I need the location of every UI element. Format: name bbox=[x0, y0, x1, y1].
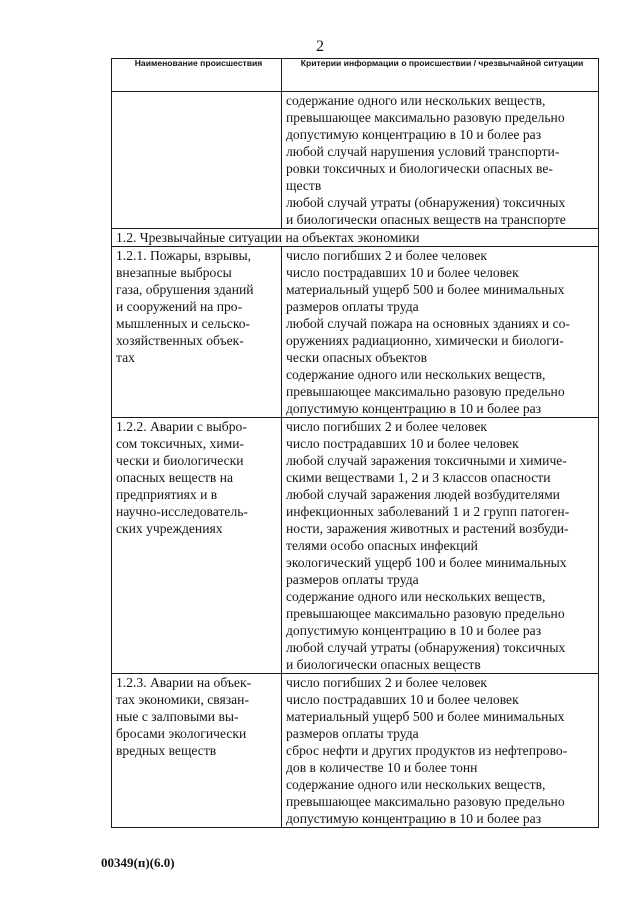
criteria-cell bbox=[282, 674, 599, 828]
criteria-line: размеров оплаты труда bbox=[286, 726, 419, 741]
section-row bbox=[112, 229, 599, 247]
criteria-line: скими веществами 1, 2 и 3 классов опасности bbox=[286, 470, 551, 485]
table-row bbox=[112, 418, 599, 674]
criteria-cell bbox=[282, 247, 599, 418]
criteria-line: содержание одного или нескольких веществ, bbox=[286, 367, 546, 382]
criteria-line: допустимую концентрацию в 10 и более раз bbox=[286, 127, 542, 142]
criteria-line: ровки токсичных и биологически опасных ве- bbox=[286, 161, 553, 176]
criteria-cell bbox=[282, 418, 599, 674]
table-row bbox=[112, 247, 599, 418]
criteria-line: чески опасных объектов bbox=[286, 350, 428, 365]
criteria-line: число пострадавших 10 и более человек bbox=[286, 436, 519, 451]
table-row-continuation bbox=[112, 92, 599, 229]
criteria-line: допустимую концентрацию в 10 и более раз bbox=[286, 401, 542, 416]
criteria-line: материальный ущерб 500 и более минимальных bbox=[286, 282, 565, 297]
criteria-line: инфекционных заболеваний 1 и 2 групп патоген- bbox=[286, 504, 570, 519]
criteria-line: материальный ущерб 500 и более минимальных bbox=[286, 709, 565, 724]
criteria-line: размеров оплаты труда bbox=[286, 572, 419, 587]
criteria-line: число погибших 2 и более человек bbox=[286, 675, 487, 690]
page-number: 2 bbox=[316, 38, 324, 55]
document-code: 00349(п)(6.0) bbox=[101, 855, 175, 870]
criteria-line: сброс нефти и других продуктов из нефтепрово- bbox=[286, 743, 568, 758]
criteria-line: число погибших 2 и более человек bbox=[286, 248, 487, 263]
criteria-line: ществ bbox=[286, 178, 322, 193]
criteria-line: число погибших 2 и более человек bbox=[286, 419, 487, 434]
criteria-line: любой случай заражения токсичными и химиче- bbox=[286, 453, 567, 468]
criteria-line: любой случай пожара на основных зданиях и со- bbox=[286, 316, 570, 331]
header-incident-name: Наименование происшествия bbox=[112, 59, 282, 92]
incident-name-cell: 1.2.2. Аварии с выбро- сом токсичных, хими- чески и биологически опасных веществ на предприятиях и в научно-исследователь- ских учреждениях bbox=[112, 418, 282, 674]
criteria-line: число пострадавших 10 и более человек bbox=[286, 692, 519, 707]
criteria-line: содержание одного или нескольких веществ, bbox=[286, 777, 546, 792]
criteria-line: содержание одного или нескольких веществ, bbox=[286, 93, 546, 108]
header-criteria: Критерии информации о происшествии / чрезвычайной ситуации bbox=[282, 59, 599, 92]
continuation-criteria-cell bbox=[282, 92, 599, 229]
table-row bbox=[112, 674, 599, 828]
criteria-line: любой случай нарушения условий транспорти- bbox=[286, 144, 560, 159]
criteria-line: число пострадавших 10 и более человек bbox=[286, 265, 519, 280]
section-title: 1.2. Чрезвычайные ситуации на объектах экономики bbox=[112, 229, 599, 247]
criteria-line: превышающее максимально разовую предельно bbox=[286, 384, 565, 399]
criteria-line: содержание одного или нескольких веществ, bbox=[286, 589, 546, 604]
criteria-line: превышающее максимально разовую предельно bbox=[286, 110, 565, 125]
criteria-line: любой случай утраты (обнаружения) токсичных bbox=[286, 195, 566, 210]
criteria-line: превышающее максимально разовую предельно bbox=[286, 794, 565, 809]
criteria-line: любой случай утраты (обнаружения) токсичных bbox=[286, 640, 566, 655]
criteria-line: и биологически опасных веществ bbox=[286, 657, 481, 672]
incident-name-cell: 1.2.3. Аварии на объек- тах экономики, связан- ные с залповыми вы- бросами экологически вредных веществ bbox=[112, 674, 282, 828]
criteria-line: оружениях радиационно, химически и биологи- bbox=[286, 333, 564, 348]
incident-name-cell: 1.2.1. Пожары, взрывы, внезапные выбросы газа, обрушения зданий и сооружений на про- мышленных и сельско- хозяйственных объек- тах bbox=[112, 247, 282, 418]
incident-criteria-table bbox=[111, 58, 599, 828]
continuation-name-cell bbox=[112, 92, 282, 229]
criteria-line: телями особо опасных инфекций bbox=[286, 538, 478, 553]
criteria-line: допустимую концентрацию в 10 и более раз bbox=[286, 811, 542, 826]
criteria-line: допустимую концентрацию в 10 и более раз bbox=[286, 623, 542, 638]
criteria-line: экологический ущерб 100 и более минимальных bbox=[286, 555, 567, 570]
criteria-line: дов в количестве 10 и более тонн bbox=[286, 760, 478, 775]
table-header-row bbox=[112, 59, 599, 92]
criteria-line: превышающее максимально разовую предельно bbox=[286, 606, 565, 621]
criteria-line: ности, заражения животных и растений возбуди- bbox=[286, 521, 569, 536]
criteria-line: размеров оплаты труда bbox=[286, 299, 419, 314]
criteria-line: и биологически опасных веществ на транспорте bbox=[286, 212, 566, 227]
criteria-line: любой случай заражения людей возбудителями bbox=[286, 487, 560, 502]
